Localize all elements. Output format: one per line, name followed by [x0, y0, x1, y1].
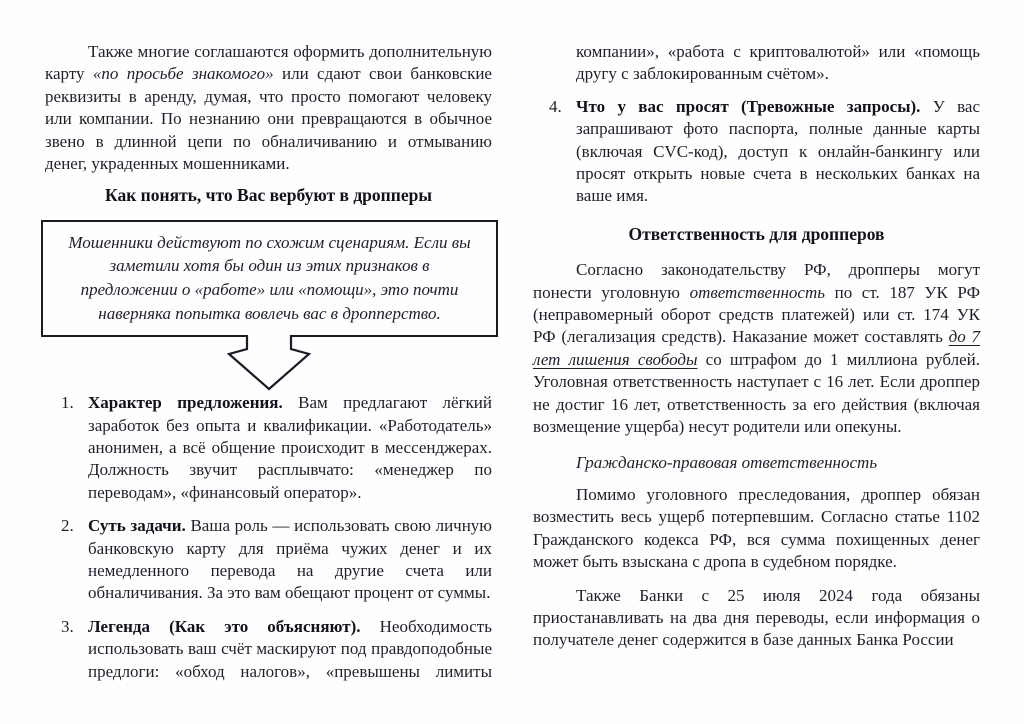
law-italic-liability: ответственность [689, 282, 825, 302]
list-item-2 [45, 515, 492, 605]
left-column [45, 41, 492, 694]
item-body: У вас запрашивают фото паспорта, полные данные карты (включая CVC-код), доступ к онлайн-банкингу или просят открыть новые счета в нескольких банках на ваше имя. [576, 96, 980, 206]
item-body: Вам предлагают лёгкий заработок без опыта и квалификации. «Работодатель» анонимен, а всё общение происходит в мессенджерах. Должность звучит расплывчато: «менеджер по переводам», «финансовый оператор». [88, 393, 492, 502]
intro-paragraph [45, 41, 492, 175]
down-arrow-icon [209, 335, 329, 392]
law-paragraph [533, 259, 980, 438]
banks-text: Также Банки с 25 июля 2024 года обязаны приостанавливать на два дня переводы, если информация о получателе денег содержится в базе данных Банка России [533, 585, 980, 650]
warning-box [41, 220, 498, 337]
item-number: 2. [61, 516, 74, 536]
continuation-text: компании», «работа с криптовалютой» или «помощь другу с заблокированным счётом». [576, 42, 980, 84]
banks-paragraph [533, 585, 980, 652]
arrow-container [45, 335, 492, 392]
item-title: Суть задачи. [88, 516, 186, 536]
intro-text-end: или сдают свои банковские реквизиты в аренду, думая, что просто помогают человеку или компании. По незнанию они превращаются в обычное звено в длинной цепи по обналичиванию и отмыванию денег, украденных мошенниками. [45, 64, 492, 174]
item-title: Что у вас просят (Тревожные запросы). [576, 96, 921, 116]
right-column [533, 41, 980, 661]
item-title: Легенда (Как это объясняют). [88, 616, 361, 636]
law-underlined-penalty: до 7 лет лишения свободы [533, 327, 980, 369]
item-body: Ваша роль — использовать свою личную банковскую карту для приёма чужих денег и их немедленного перевода на другие счета или обналичивания. За это вам обещают процент от суммы. [88, 516, 493, 603]
civil-text: Помимо уголовного преследования, дроппер обязан возместить весь ущерб потерпевшим. Согласно статье 1102 Гражданского кодекса РФ, вся сумма похищенных денег может быть взыскана с дропа в судебном порядке. [533, 484, 980, 572]
item-3-continuation [533, 41, 980, 86]
civil-liability-heading: Гражданско-правовая ответственность [576, 452, 878, 472]
item-title: Характер предложения. [88, 393, 283, 413]
item-number: 4. [549, 96, 562, 116]
intro-quoted-phrase: «по просьбе знакомого» [92, 64, 274, 84]
list-item-4 [533, 96, 980, 208]
law-text-3: со штрафом до 1 миллиона рублей. Уголовная ответственность наступает с 16 лет. Если дроппер не достиг 16 лет, ответственность за его действия (включая возмещение ущерба) несут родители или опекуны. [533, 349, 980, 437]
list-item-3 [45, 616, 492, 683]
civil-paragraph [533, 484, 980, 574]
law-text-2: по ст. 187 УК РФ (неправомерный оборот средств платежей) или ст. 174 УК РФ (легализация средств). Наказание может составлять [533, 282, 980, 347]
item-number: 3. [61, 616, 74, 636]
warning-box-text: Мошенники действуют по схожим сценариям. Если вы заметили хотя бы один из этих признаков в предложении о «работе» или «помощи», это почти наверняка попытка вовлечь вас в дропперство. [68, 232, 471, 323]
recruit-heading: Как понять, что Вас вербуют в дропперы [105, 185, 432, 206]
intro-text-start: Также многие соглашаются оформить дополнительную карту [45, 42, 492, 84]
law-text-1: Согласно законодательству РФ, дропперы могут понести уголовную [533, 260, 980, 302]
item-number: 1. [61, 393, 74, 413]
responsibility-heading: Ответственность для дропперов [628, 223, 885, 244]
list-item-1 [45, 392, 492, 504]
item-body: Необходимость использовать ваш счёт маскируют под правдоподобные предлоги: «обход налогов», «превышены лимиты [88, 616, 492, 681]
